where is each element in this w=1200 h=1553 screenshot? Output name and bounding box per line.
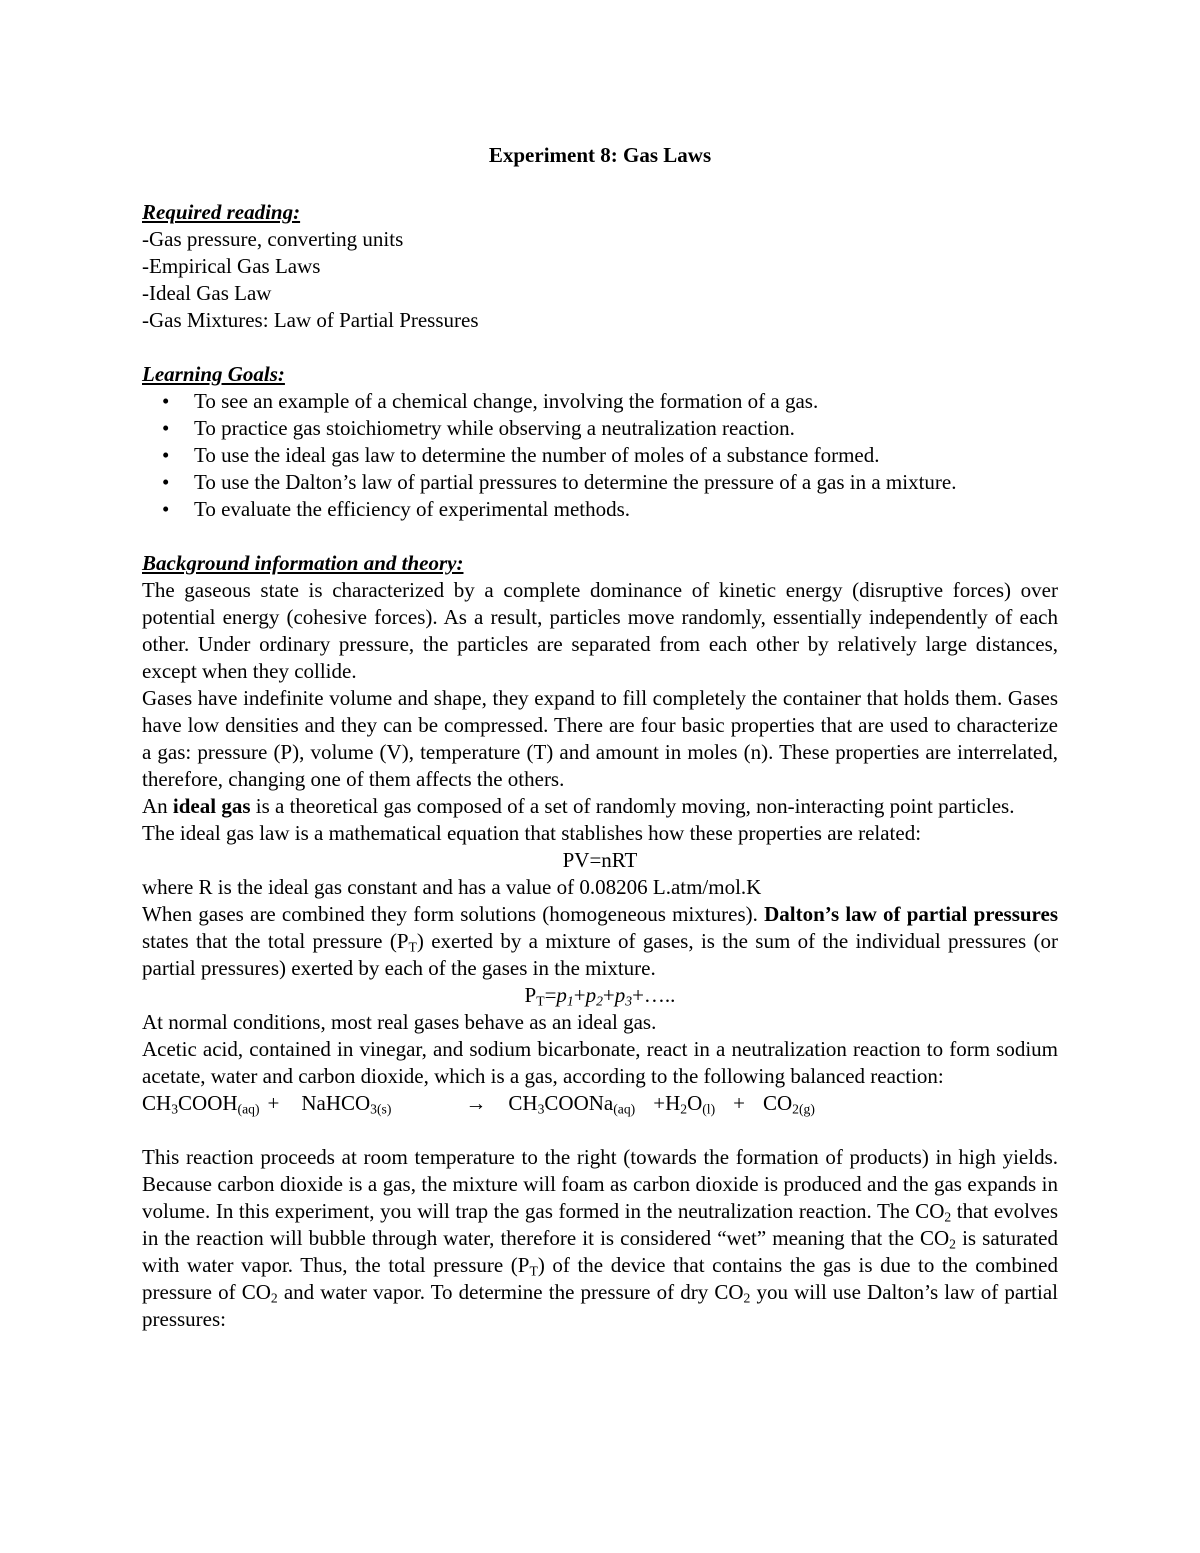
reading-item: -Empirical Gas Laws [142, 254, 321, 278]
paragraph: The ideal gas law is a mathematical equation that stablishes how these properties are related: [142, 821, 922, 845]
paragraph: When gases are combined they form solutions (homogeneous mixtures). Dalton’s law of partial pressures states that the total pressure $(P_T)$ exerted by a mixture of gases, is the sum of the individual pressures (or partial pressures) exerted by each of the gases in the mixture. [142, 902, 1058, 980]
paragraph: Gases have indefinite volume and shape, they expand to fill completely the container that holds them. Gases have low densities and they can be compressed. There are four basic properties that are used to characterize a gas: pressure (P), volume (V), temperature (T) and amount in moles (n). These properties are interrelated, therefore, changing one of them affects the others. [142, 686, 1058, 791]
paragraph: This reaction proceeds at room temperature to the right (towards the formation of products) in high yields. Because carbon dioxide is a gas, the mixture will foam as carbon dioxide is produced and the gas expands in volume. In this experiment, you will trap the gas formed in the neutralization reaction. The $CO_2$ that evolves in the reaction will bubble through water, therefore it is considered “wet” meaning that the $CO_2$ is saturated with water vapor. Thus, the total pressure $(P_T)$ of the device that contains the gas is due to the combined pressure of $CO_2$ and water vapor. To determine the pressure of dry $CO_2$ you will use Dalton’s law of partial pressures: [142, 1145, 1059, 1331]
paragraph: At normal conditions, most real gases behave as an ideal gas. [142, 1010, 657, 1034]
bullet-icon: • [162, 497, 170, 521]
reading-item: -Ideal Gas Law [142, 281, 272, 305]
ideal-gas-equation: PV=nRT [562, 848, 638, 872]
paragraph: An ideal gas is a theoretical gas composed of a set of randomly moving, non-interacting point particles. [142, 794, 1015, 818]
bullet-icon: • [162, 416, 170, 440]
neutralization-reaction: $CH_3COOH_{(aq)}+NaHCO_{3(s)}$ → $CH_3COONa_{(aq)} +H_2O_{(l)} + CO_{2(g)}$ [142, 1091, 815, 1117]
paragraph: The gaseous state is characterized by a complete dominance of kinetic energy (disruptive forces) over potential energy (cohesive forces). As a result, particles move randomly, essentially independently of each other. Under ordinary pressure, the particles are separated from each other by relatively large distances, except when they collide. [142, 578, 1058, 683]
bullet-icon: • [162, 389, 170, 413]
required-reading-section [142, 199, 1058, 334]
page-title: Experiment 8: Gas Laws [488, 143, 712, 167]
reading-item: -Gas pressure, converting units [142, 227, 404, 251]
learning-goals-heading: Learning Goals: [142, 362, 285, 386]
learning-goals-list [142, 388, 1058, 523]
learning-goals-section [142, 361, 1058, 523]
bullet-icon: • [162, 443, 170, 467]
reaction-arrow-icon: → [465, 1091, 487, 1115]
reading-item: -Gas Mixtures: Law of Partial Pressures [142, 308, 479, 332]
goal-item: • To use the ideal gas law to determine the number of moles of a substance formed. [162, 443, 880, 467]
dalton-equation: $P_T=p_1+p_2+p_3+\dots$.. [524, 983, 676, 1009]
goal-item: • To evaluate the efficiency of experimental methods. [162, 497, 631, 521]
background-section [142, 550, 1058, 1333]
required-reading-heading: Required reading: [142, 200, 301, 224]
background-body [142, 577, 1058, 1333]
paragraph: Acetic acid, contained in vinegar, and sodium bicarbonate, react in a neutralization reaction to form sodium acetate, water and carbon dioxide, which is a gas, according to the following balanced reaction: [142, 1037, 1058, 1088]
goal-item: • To see an example of a chemical change, involving the formation of a gas. [162, 389, 819, 413]
bullet-icon: • [162, 470, 170, 494]
background-heading: Background information and theory: [142, 551, 464, 575]
goal-item: • To practice gas stoichiometry while observing a neutralization reaction. [162, 416, 795, 440]
goal-item: • To use the Dalton’s law of partial pressures to determine the pressure of a gas in a mixture. [162, 470, 957, 494]
spacer [142, 1117, 1058, 1144]
paragraph: where R is the ideal gas constant and has a value of 0.08206 L.atm/mol.K [142, 875, 762, 899]
